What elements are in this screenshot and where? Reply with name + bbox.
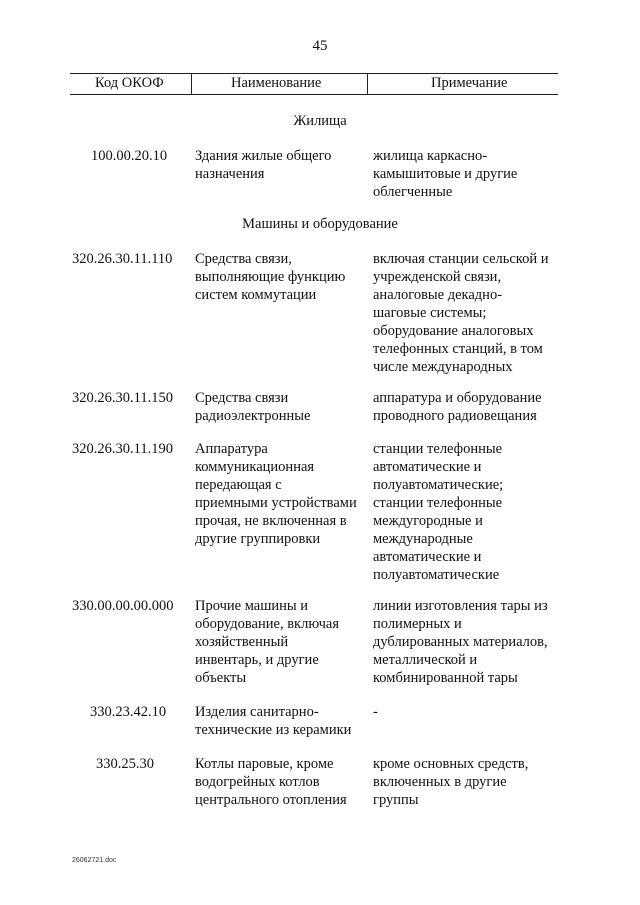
section-title-housing: Жилища xyxy=(293,113,347,129)
row-name: Средства связи, выполняющие функцию систем коммутации xyxy=(195,251,346,303)
row-name: Средства связи радиоэлектронные xyxy=(195,390,311,424)
row-code: 320.26.30.11.150 xyxy=(72,390,173,406)
row-code: 320.26.30.11.190 xyxy=(72,441,173,457)
row-note: аппаратура и оборудование проводного радиовещания xyxy=(373,390,542,424)
row-name: Аппаратура коммуникационная передающая с приемными устройствами прочая, не включенная в другие группировки xyxy=(195,441,357,547)
row-name: Здания жилые общего назначения xyxy=(195,148,332,182)
row-code: 320.26.30.11.110 xyxy=(72,251,173,267)
header-divider xyxy=(191,74,192,94)
header-code: Код ОКОФ xyxy=(95,75,164,91)
row-name: Прочие машины и оборудование, включая хозяйственный инвентарь, и другие объекты xyxy=(195,598,340,686)
document-filename: 26062721.doc xyxy=(72,857,117,864)
row-note: жилища каркасно- камышитовые и другие облегченные xyxy=(373,148,518,200)
header-divider xyxy=(367,74,368,94)
row-note: станции телефонные автоматические и полуавтоматические; станции телефонные междугородные и международные автоматические и полуавтоматические xyxy=(373,441,504,583)
row-note: включая станции сельской и учрежденской связи, аналоговые декадно- шаговые системы; оборудование аналоговых телефонных станций, в том числе международных xyxy=(373,251,549,375)
table-header xyxy=(70,73,558,95)
row-name: Изделия санитарно- технические из керамики xyxy=(195,704,352,738)
page-number: 45 xyxy=(312,38,328,54)
row-code: 330.23.42.10 xyxy=(90,704,167,720)
section-title-machines: Машины и оборудование xyxy=(242,216,398,232)
row-name: Котлы паровые, кроме водогрейных котлов центрального отопления xyxy=(195,756,347,808)
header-name: Наименование xyxy=(231,75,322,91)
row-code: 330.00.00.00.000 xyxy=(72,598,174,614)
row-code: 100.00.20.10 xyxy=(91,148,168,164)
row-note: - xyxy=(373,704,378,720)
row-code: 330.25.30 xyxy=(96,756,154,772)
row-note: линии изготовления тары из полимерных и дублированных материалов, металлической и комбинированной тары xyxy=(373,598,548,686)
row-note: кроме основных средств, включенных в другие группы xyxy=(373,756,529,808)
header-note: Примечание xyxy=(431,75,508,91)
